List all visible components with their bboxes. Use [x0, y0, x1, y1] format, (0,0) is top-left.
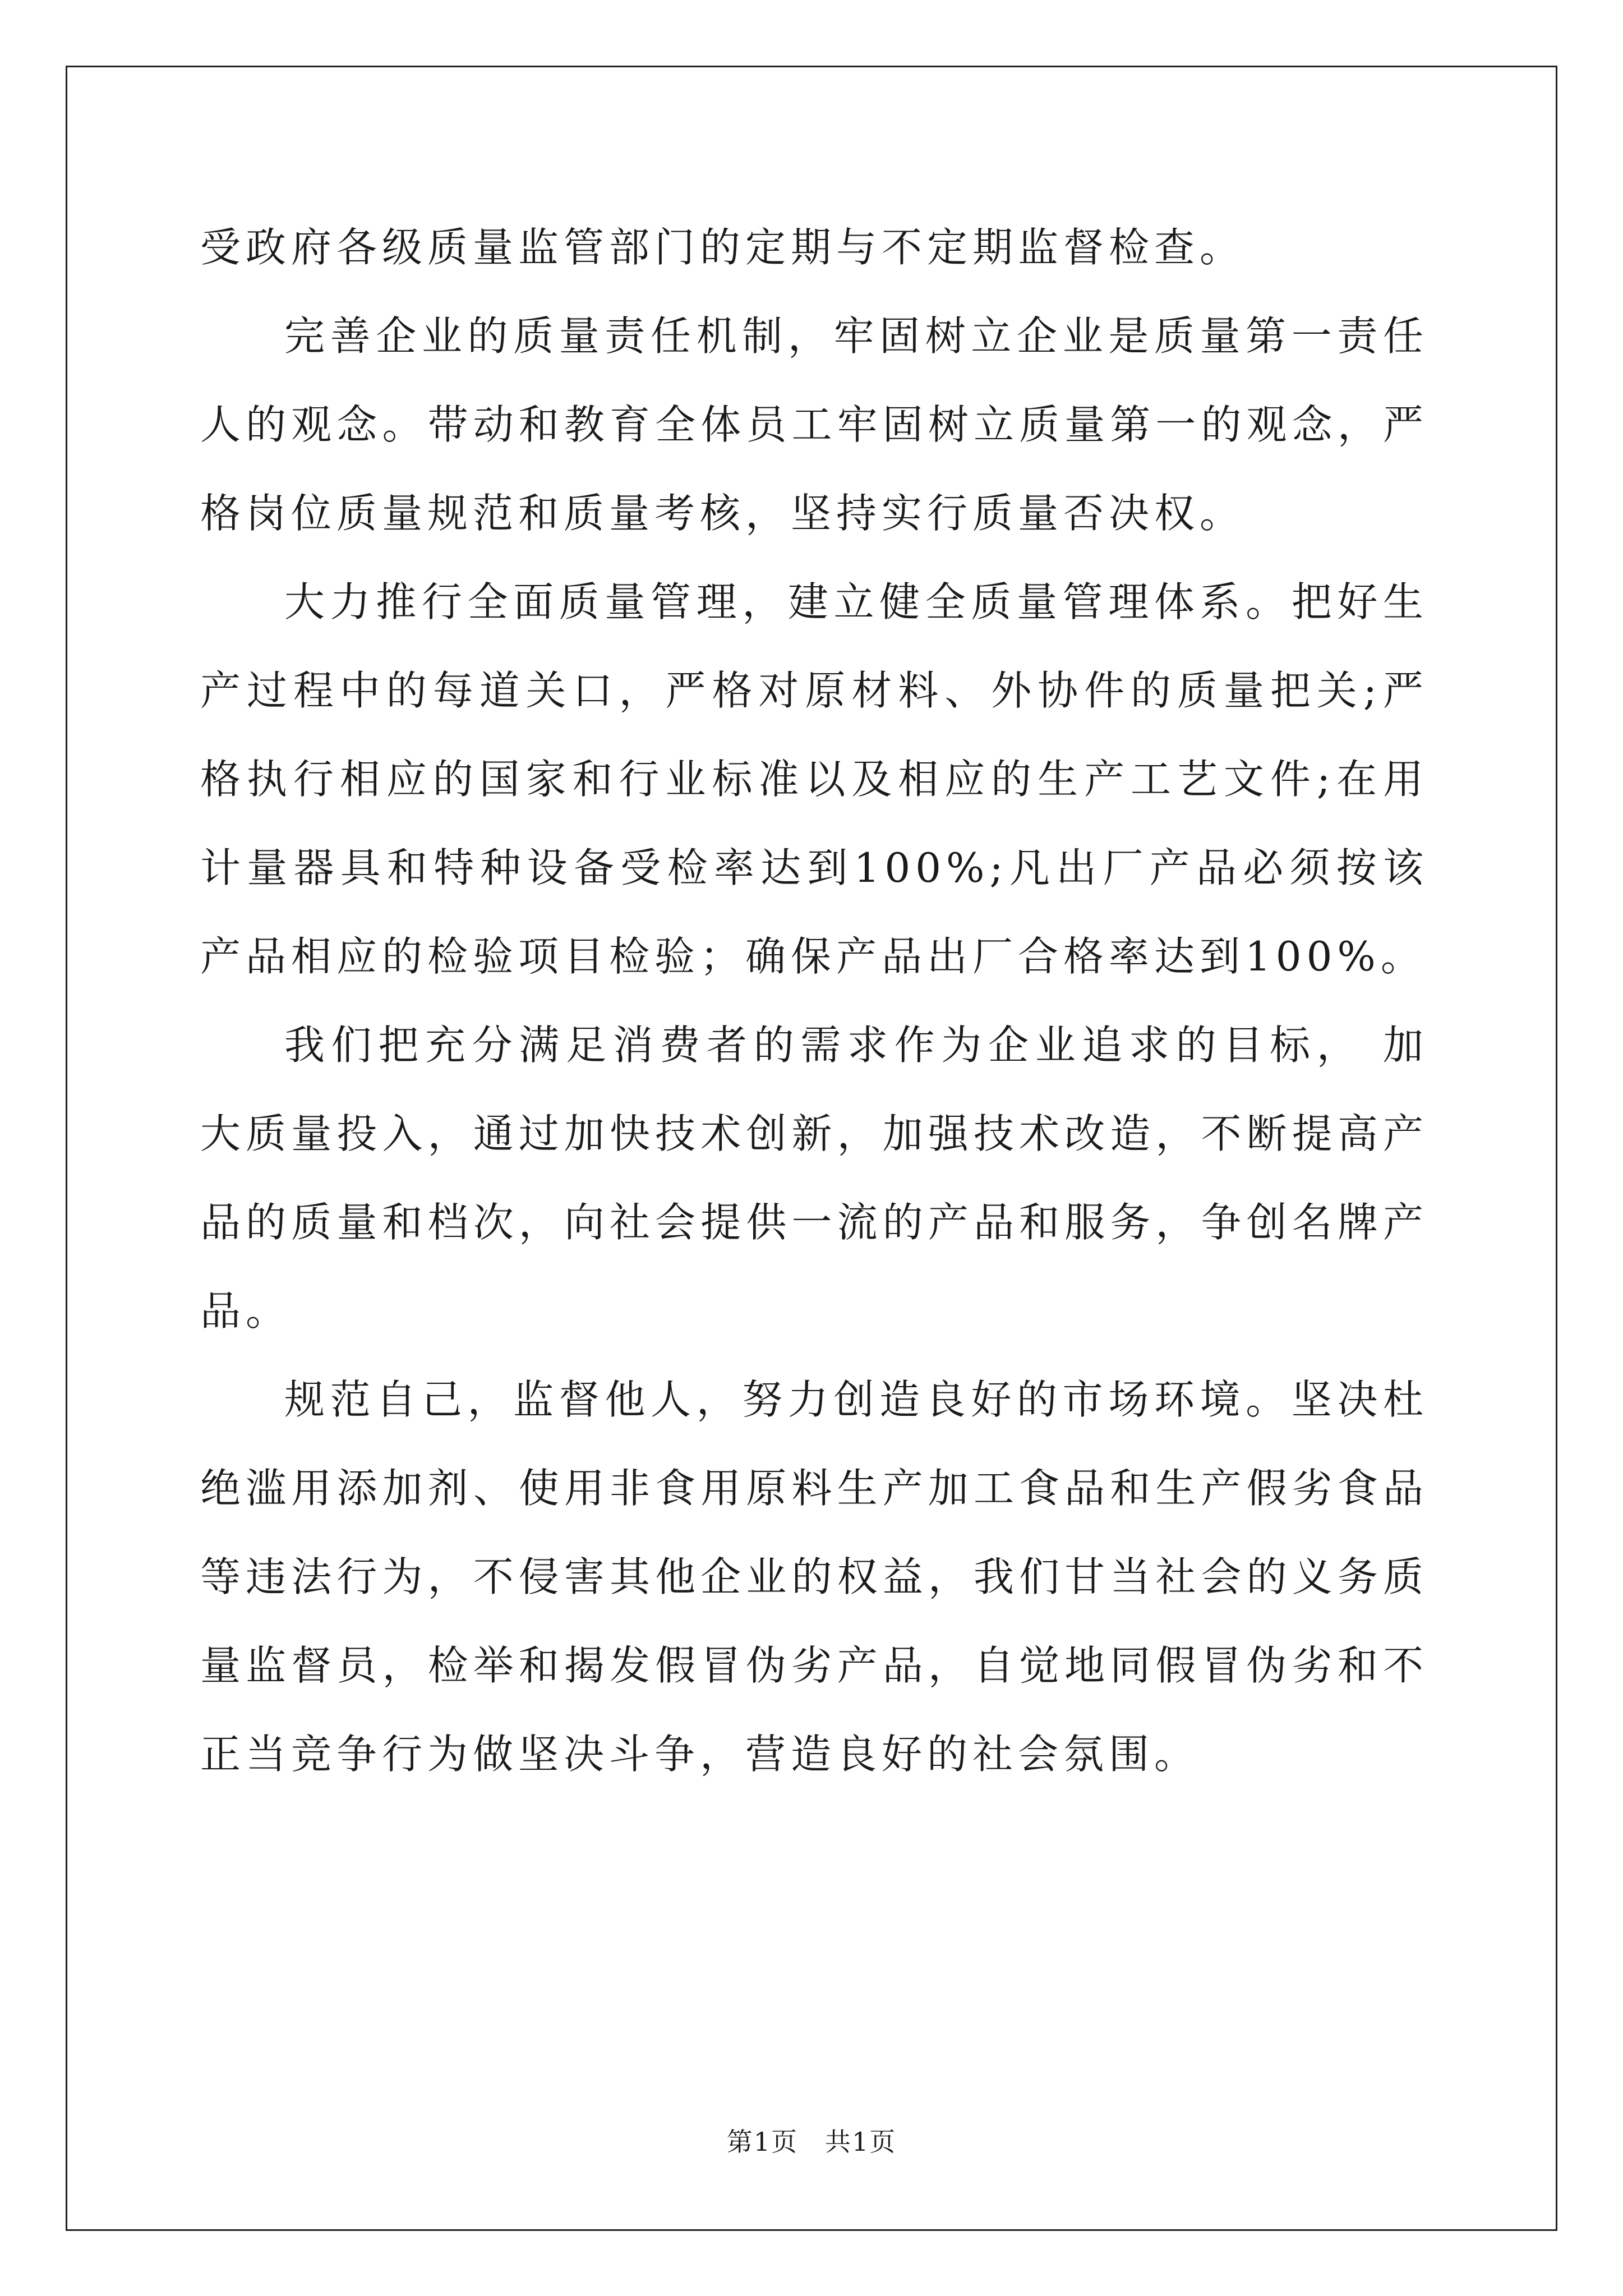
document-body — [200, 203, 1428, 1798]
paragraph-5: 规范自己，监督他人，努力创造良好的市场环境。坚决杜绝滥用添加剂、使用非食用原料生产加工食品和生产假劣食品等违法行为，不侵害其他企业的权益，我们甘当社会的义务质量监督员，检举和揭发假冒伪劣产品，自觉地同假冒伪劣和不正当竞争行为做坚决斗争，营造良好的社会氛围。 — [200, 1376, 1428, 1778]
paragraph-4: 我们把充分满足消费者的需求作为企业追求的目标， 加大质量投入，通过加快技术创新，加强技术改造，不断提高产品的质量和档次，向社会提供一流的产品和服务，争创名牌产品。 — [200, 1022, 1428, 1335]
paragraph-2: 完善企业的质量责任机制，牢固树立企业是质量第一责任人的观念。带动和教育全体员工牢固树立质量第一的观念，严格岗位质量规范和质量考核，坚持实行质量否决权。 — [200, 312, 1428, 537]
page-number-footer: 第1页 共1页 — [726, 2127, 897, 2157]
paragraph-1: 受政府各级质量监管部门的定期与不定期监督检查。 — [200, 224, 1246, 271]
paragraph-3: 大力推行全面质量管理，建立健全质量管理体系。把好生产过程中的每道关口，严格对原材料、外协件的质量把关;严格执行相应的国家和行业标准以及相应的生产工艺文件;在用计量器具和特种设备受检率达到100%;凡出厂产品必须按该产品相应的检验项目检验；确保产品出厂合格率达到100%。 — [200, 578, 1428, 980]
